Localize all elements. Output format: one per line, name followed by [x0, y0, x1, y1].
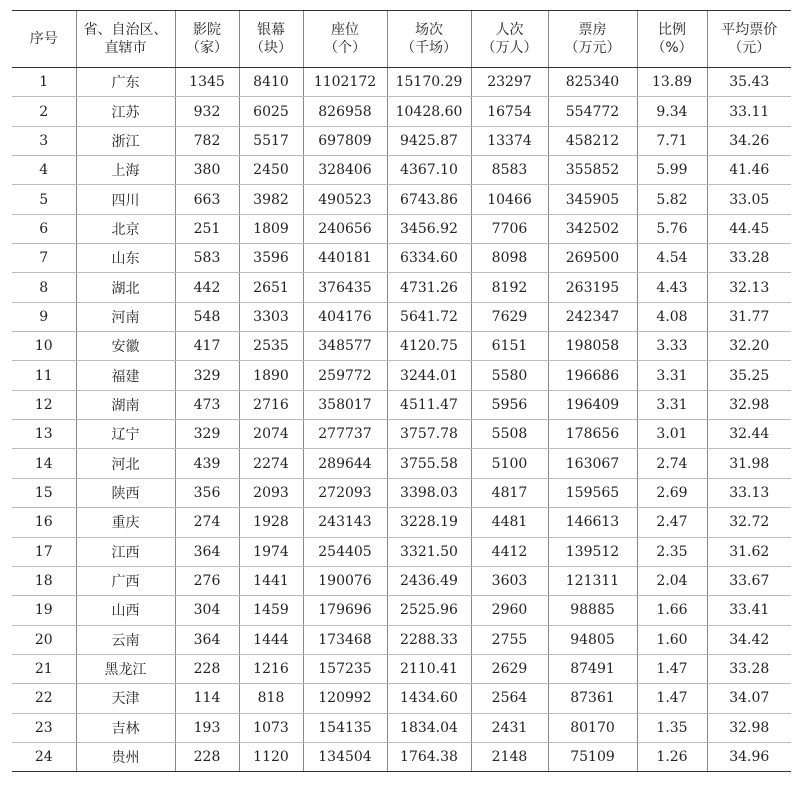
cell-attendance: 4412	[471, 537, 548, 566]
cell-province: 黑龙江	[76, 654, 175, 683]
table-row	[12, 302, 791, 331]
header-label-line: 票房	[578, 22, 607, 38]
cell-index: 4	[12, 156, 76, 185]
cell-index: 21	[12, 654, 76, 683]
cell-seats: 440181	[303, 244, 387, 273]
cell-province: 江苏	[76, 97, 175, 126]
cell-index: 12	[12, 390, 76, 419]
header-label-line: 直辖市	[104, 40, 147, 56]
cell-attendance: 23297	[471, 68, 548, 97]
cell-index: 16	[12, 508, 76, 537]
cell-attendance: 3603	[471, 566, 548, 595]
cell-seats: 490523	[303, 185, 387, 214]
table-row	[12, 97, 791, 126]
cell-cinemas: 276	[175, 566, 239, 595]
table-row	[12, 244, 791, 273]
table-header	[12, 11, 791, 68]
cell-seats: 1102172	[303, 68, 387, 97]
cell-seats: 272093	[303, 478, 387, 507]
cell-box-office: 825340	[548, 68, 637, 97]
cell-attendance: 7629	[471, 302, 548, 331]
cell-seats: 243143	[303, 508, 387, 537]
cell-shows: 2436.49	[387, 566, 471, 595]
header-label-line: 座位	[331, 22, 359, 38]
cell-avg-price: 31.98	[707, 449, 791, 478]
cell-seats: 259772	[303, 361, 387, 390]
cell-avg-price: 35.25	[707, 361, 791, 390]
table-row	[12, 156, 791, 185]
cell-shows: 3244.01	[387, 361, 471, 390]
cell-index: 8	[12, 273, 76, 302]
cell-share: 3.33	[637, 332, 707, 361]
cell-province: 陕西	[76, 478, 175, 507]
cell-seats: 157235	[303, 654, 387, 683]
cell-screens: 1928	[239, 508, 303, 537]
cell-screens: 2716	[239, 390, 303, 419]
cell-attendance: 8192	[471, 273, 548, 302]
table-row	[12, 684, 791, 713]
cell-share: 2.69	[637, 478, 707, 507]
header-row	[12, 11, 791, 68]
cell-cinemas: 228	[175, 742, 239, 771]
cell-cinemas: 417	[175, 332, 239, 361]
cell-shows: 1834.04	[387, 713, 471, 742]
cell-shows: 3456.92	[387, 214, 471, 243]
cell-cinemas: 782	[175, 126, 239, 155]
cell-share: 4.54	[637, 244, 707, 273]
table-row	[12, 126, 791, 155]
cell-seats: 376435	[303, 273, 387, 302]
cell-screens: 3982	[239, 185, 303, 214]
cell-screens: 1444	[239, 625, 303, 654]
cell-index: 7	[12, 244, 76, 273]
cell-share: 1.35	[637, 713, 707, 742]
cell-cinemas: 274	[175, 508, 239, 537]
table-row	[12, 537, 791, 566]
header-cinemas	[175, 11, 239, 68]
cell-avg-price: 41.46	[707, 156, 791, 185]
header-seats	[303, 11, 387, 68]
cell-share: 3.31	[637, 361, 707, 390]
cell-cinemas: 329	[175, 361, 239, 390]
cell-avg-price: 32.20	[707, 332, 791, 361]
cell-share: 5.76	[637, 214, 707, 243]
cell-share: 13.89	[637, 68, 707, 97]
cell-avg-price: 33.13	[707, 478, 791, 507]
cell-box-office: 163067	[548, 449, 637, 478]
cell-share: 2.35	[637, 537, 707, 566]
header-label-line: （万元）	[564, 40, 621, 56]
cell-seats: 240656	[303, 214, 387, 243]
cell-box-office: 98885	[548, 596, 637, 625]
cell-screens: 2074	[239, 420, 303, 449]
cell-seats: 358017	[303, 390, 387, 419]
cell-province: 湖南	[76, 390, 175, 419]
cell-cinemas: 473	[175, 390, 239, 419]
cell-province: 广西	[76, 566, 175, 595]
header-label-line: 省、自治区、	[83, 22, 168, 38]
cell-screens: 2651	[239, 273, 303, 302]
cell-province: 江西	[76, 537, 175, 566]
cell-screens: 818	[239, 684, 303, 713]
cell-province: 四川	[76, 185, 175, 214]
header-label-line: （万人）	[481, 40, 538, 56]
cell-seats: 826958	[303, 97, 387, 126]
cell-index: 23	[12, 713, 76, 742]
header-attendance	[471, 11, 548, 68]
cell-box-office: 458212	[548, 126, 637, 155]
header-label-line: （元）	[728, 40, 771, 56]
table-row	[12, 185, 791, 214]
table-body	[12, 68, 791, 772]
cell-province: 北京	[76, 214, 175, 243]
cell-shows: 4367.10	[387, 156, 471, 185]
cell-shows: 2525.96	[387, 596, 471, 625]
cell-cinemas: 442	[175, 273, 239, 302]
cell-index: 24	[12, 742, 76, 771]
cell-attendance: 2431	[471, 713, 548, 742]
cell-avg-price: 31.62	[707, 537, 791, 566]
cell-attendance: 4481	[471, 508, 548, 537]
table-row	[12, 654, 791, 683]
cell-attendance: 5956	[471, 390, 548, 419]
cell-box-office: 87491	[548, 654, 637, 683]
cell-avg-price: 32.98	[707, 713, 791, 742]
cell-screens: 1459	[239, 596, 303, 625]
cell-avg-price: 32.72	[707, 508, 791, 537]
cell-shows: 3321.50	[387, 537, 471, 566]
cell-province: 贵州	[76, 742, 175, 771]
cell-index: 5	[12, 185, 76, 214]
cell-attendance: 7706	[471, 214, 548, 243]
cell-box-office: 242347	[548, 302, 637, 331]
cell-cinemas: 663	[175, 185, 239, 214]
cell-province: 吉林	[76, 713, 175, 742]
cell-avg-price: 32.13	[707, 273, 791, 302]
cell-share: 3.31	[637, 390, 707, 419]
cell-province: 河南	[76, 302, 175, 331]
cell-shows: 3398.03	[387, 478, 471, 507]
cell-index: 2	[12, 97, 76, 126]
cell-shows: 2110.41	[387, 654, 471, 683]
cell-index: 19	[12, 596, 76, 625]
cell-seats: 120992	[303, 684, 387, 713]
cell-attendance: 13374	[471, 126, 548, 155]
cell-index: 10	[12, 332, 76, 361]
header-label-line: 平均票价	[721, 22, 778, 38]
cell-screens: 1974	[239, 537, 303, 566]
cell-index: 9	[12, 302, 76, 331]
cell-box-office: 196409	[548, 390, 637, 419]
table-row	[12, 566, 791, 595]
header-label-line: 人次	[495, 22, 524, 38]
cell-seats: 328406	[303, 156, 387, 185]
cell-share: 1.60	[637, 625, 707, 654]
cell-avg-price: 31.77	[707, 302, 791, 331]
cell-seats: 154135	[303, 713, 387, 742]
cell-index: 18	[12, 566, 76, 595]
cell-seats: 173468	[303, 625, 387, 654]
cell-box-office: 269500	[548, 244, 637, 273]
cell-attendance: 2148	[471, 742, 548, 771]
cell-screens: 8410	[239, 68, 303, 97]
cell-shows: 5641.72	[387, 302, 471, 331]
cell-seats: 190076	[303, 566, 387, 595]
cell-cinemas: 583	[175, 244, 239, 273]
cell-attendance: 4817	[471, 478, 548, 507]
table-row	[12, 742, 791, 771]
cell-shows: 15170.29	[387, 68, 471, 97]
cell-shows: 4511.47	[387, 390, 471, 419]
cell-share: 7.71	[637, 126, 707, 155]
cell-index: 22	[12, 684, 76, 713]
cell-share: 1.47	[637, 684, 707, 713]
cell-avg-price: 34.07	[707, 684, 791, 713]
cell-box-office: 139512	[548, 537, 637, 566]
cell-box-office: 94805	[548, 625, 637, 654]
cell-index: 6	[12, 214, 76, 243]
table-row	[12, 713, 791, 742]
cell-seats: 697809	[303, 126, 387, 155]
cell-attendance: 10466	[471, 185, 548, 214]
cell-share: 2.04	[637, 566, 707, 595]
cell-screens: 3596	[239, 244, 303, 273]
cell-cinemas: 251	[175, 214, 239, 243]
cell-screens: 1120	[239, 742, 303, 771]
cell-index: 20	[12, 625, 76, 654]
cell-province: 河北	[76, 449, 175, 478]
cell-province: 云南	[76, 625, 175, 654]
cell-province: 福建	[76, 361, 175, 390]
table-row	[12, 449, 791, 478]
cell-screens: 1809	[239, 214, 303, 243]
cell-shows: 3755.58	[387, 449, 471, 478]
header-label-line: （%）	[651, 40, 693, 56]
cell-box-office: 196686	[548, 361, 637, 390]
table-row	[12, 420, 791, 449]
cell-cinemas: 356	[175, 478, 239, 507]
cell-box-office: 554772	[548, 97, 637, 126]
cell-screens: 5517	[239, 126, 303, 155]
cell-shows: 1434.60	[387, 684, 471, 713]
header-label-line: （千场）	[401, 40, 457, 56]
cell-box-office: 146613	[548, 508, 637, 537]
header-label-line: 场次	[415, 22, 443, 38]
cell-share: 2.47	[637, 508, 707, 537]
cell-shows: 2288.33	[387, 625, 471, 654]
cell-share: 1.47	[637, 654, 707, 683]
cell-province: 广东	[76, 68, 175, 97]
cell-screens: 1890	[239, 361, 303, 390]
cell-attendance: 8583	[471, 156, 548, 185]
cell-seats: 277737	[303, 420, 387, 449]
cell-index: 1	[12, 68, 76, 97]
cell-province: 重庆	[76, 508, 175, 537]
cell-seats: 348577	[303, 332, 387, 361]
cell-shows: 3228.19	[387, 508, 471, 537]
cell-shows: 6743.86	[387, 185, 471, 214]
table-row	[12, 68, 791, 97]
cell-seats: 404176	[303, 302, 387, 331]
cell-cinemas: 380	[175, 156, 239, 185]
cell-attendance: 2960	[471, 596, 548, 625]
cell-avg-price: 34.42	[707, 625, 791, 654]
cell-province: 山西	[76, 596, 175, 625]
cell-attendance: 2755	[471, 625, 548, 654]
cell-share: 2.74	[637, 449, 707, 478]
header-avg-price	[707, 11, 791, 68]
cell-box-office: 355852	[548, 156, 637, 185]
cell-cinemas: 548	[175, 302, 239, 331]
cell-attendance: 5580	[471, 361, 548, 390]
cell-share: 1.26	[637, 742, 707, 771]
cell-attendance: 16754	[471, 97, 548, 126]
cell-seats: 134504	[303, 742, 387, 771]
cell-seats: 289644	[303, 449, 387, 478]
cell-shows: 9425.87	[387, 126, 471, 155]
cell-screens: 1441	[239, 566, 303, 595]
cell-cinemas: 1345	[175, 68, 239, 97]
cell-attendance: 2564	[471, 684, 548, 713]
cell-cinemas: 329	[175, 420, 239, 449]
cell-box-office: 345905	[548, 185, 637, 214]
cell-attendance: 5508	[471, 420, 548, 449]
cell-box-office: 178656	[548, 420, 637, 449]
header-label-line: （块）	[250, 40, 292, 56]
cell-attendance: 5100	[471, 449, 548, 478]
cell-screens: 6025	[239, 97, 303, 126]
cell-avg-price: 34.96	[707, 742, 791, 771]
cell-box-office: 198058	[548, 332, 637, 361]
cell-province: 山东	[76, 244, 175, 273]
cell-index: 17	[12, 537, 76, 566]
header-label-line: 银幕	[257, 22, 285, 38]
table-row	[12, 273, 791, 302]
cell-cinemas: 114	[175, 684, 239, 713]
header-label-line: 序号	[29, 31, 58, 47]
cell-shows: 10428.60	[387, 97, 471, 126]
cell-cinemas: 228	[175, 654, 239, 683]
cell-index: 11	[12, 361, 76, 390]
cell-avg-price: 33.67	[707, 566, 791, 595]
cell-shows: 3757.78	[387, 420, 471, 449]
cell-avg-price: 32.44	[707, 420, 791, 449]
cell-province: 浙江	[76, 126, 175, 155]
cell-screens: 3303	[239, 302, 303, 331]
cell-shows: 6334.60	[387, 244, 471, 273]
cell-cinemas: 364	[175, 537, 239, 566]
cell-avg-price: 33.28	[707, 244, 791, 273]
cell-attendance: 6151	[471, 332, 548, 361]
header-label-line: 比例	[658, 22, 686, 38]
cell-avg-price: 33.41	[707, 596, 791, 625]
cell-index: 14	[12, 449, 76, 478]
cell-box-office: 121311	[548, 566, 637, 595]
cell-screens: 2274	[239, 449, 303, 478]
header-shows	[387, 11, 471, 68]
cell-screens: 2450	[239, 156, 303, 185]
cell-cinemas: 439	[175, 449, 239, 478]
table-row	[12, 596, 791, 625]
cell-seats: 179696	[303, 596, 387, 625]
cell-cinemas: 193	[175, 713, 239, 742]
cell-province: 上海	[76, 156, 175, 185]
table-row	[12, 478, 791, 507]
header-box-office	[548, 11, 637, 68]
header-province	[76, 11, 175, 68]
cell-avg-price: 33.28	[707, 654, 791, 683]
cell-box-office: 75109	[548, 742, 637, 771]
cell-seats: 254405	[303, 537, 387, 566]
cell-cinemas: 932	[175, 97, 239, 126]
table-row	[12, 508, 791, 537]
cell-share: 4.08	[637, 302, 707, 331]
cell-index: 3	[12, 126, 76, 155]
cell-share: 9.34	[637, 97, 707, 126]
cell-avg-price: 32.98	[707, 390, 791, 419]
cell-avg-price: 35.43	[707, 68, 791, 97]
cell-avg-price: 34.26	[707, 126, 791, 155]
cell-box-office: 342502	[548, 214, 637, 243]
cell-screens: 2093	[239, 478, 303, 507]
table-row	[12, 625, 791, 654]
cell-box-office: 80170	[548, 713, 637, 742]
header-label-line: （个）	[324, 40, 366, 56]
cell-attendance: 2629	[471, 654, 548, 683]
cell-share: 3.01	[637, 420, 707, 449]
table-row	[12, 214, 791, 243]
cell-cinemas: 304	[175, 596, 239, 625]
header-screens	[239, 11, 303, 68]
cell-shows: 4120.75	[387, 332, 471, 361]
cell-screens: 2535	[239, 332, 303, 361]
cell-province: 安徽	[76, 332, 175, 361]
cell-share: 5.99	[637, 156, 707, 185]
cell-share: 5.82	[637, 185, 707, 214]
cell-box-office: 159565	[548, 478, 637, 507]
cell-province: 辽宁	[76, 420, 175, 449]
header-share	[637, 11, 707, 68]
cell-screens: 1216	[239, 654, 303, 683]
cell-province: 天津	[76, 684, 175, 713]
cell-index: 15	[12, 478, 76, 507]
cell-index: 13	[12, 420, 76, 449]
cell-attendance: 8098	[471, 244, 548, 273]
cell-avg-price: 33.05	[707, 185, 791, 214]
cell-province: 湖北	[76, 273, 175, 302]
cell-avg-price: 33.11	[707, 97, 791, 126]
table-row	[12, 361, 791, 390]
header-index	[12, 11, 76, 68]
cell-shows: 1764.38	[387, 742, 471, 771]
cell-share: 4.43	[637, 273, 707, 302]
cell-screens: 1073	[239, 713, 303, 742]
table-row	[12, 390, 791, 419]
header-label-line: （家）	[186, 40, 228, 56]
cell-box-office: 87361	[548, 684, 637, 713]
cell-avg-price: 44.45	[707, 214, 791, 243]
cell-cinemas: 364	[175, 625, 239, 654]
cell-box-office: 263195	[548, 273, 637, 302]
header-label-line: 影院	[193, 22, 221, 38]
cell-share: 1.66	[637, 596, 707, 625]
box-office-table	[12, 10, 791, 772]
cell-shows: 4731.26	[387, 273, 471, 302]
table-row	[12, 332, 791, 361]
